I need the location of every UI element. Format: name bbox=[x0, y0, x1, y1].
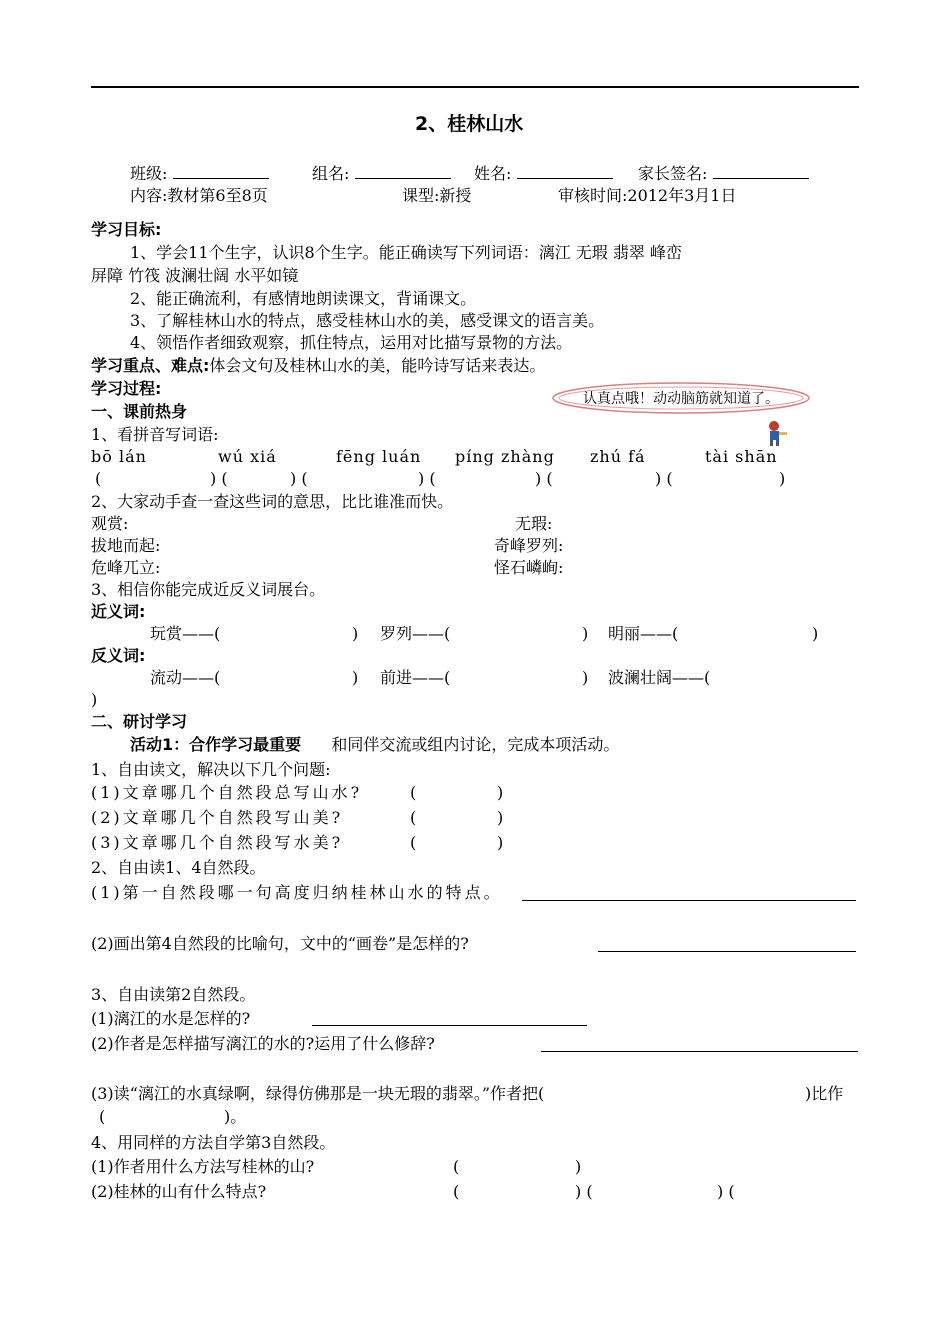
s1-q2-open[interactable]: ( bbox=[410, 808, 417, 827]
pinyin-2: wú xiá bbox=[218, 447, 277, 466]
s3-q2-answer-line[interactable] bbox=[541, 1035, 858, 1052]
goal-1-cont: 屏障 竹筏 波澜壮阔 水平如镜 bbox=[91, 266, 299, 285]
s4-q2-close-2[interactable]: ) ( bbox=[717, 1182, 735, 1201]
synonym-2-close[interactable]: ) bbox=[582, 624, 589, 643]
s3-q3-open[interactable]: ( bbox=[99, 1107, 106, 1126]
s3-q1-answer-line[interactable] bbox=[312, 1009, 587, 1026]
s3-q2: (2)作者是怎样描写漓江的水的?运用了什么修辞? bbox=[91, 1034, 435, 1053]
group-field bbox=[312, 162, 451, 184]
word-weifengwuli: 危峰兀立: bbox=[91, 558, 161, 577]
name-label: 姓名: bbox=[474, 164, 512, 183]
name-field bbox=[474, 162, 613, 184]
word-qifengluolie: 奇峰罗列: bbox=[494, 536, 564, 555]
class-label: 班级: bbox=[130, 164, 168, 183]
pinyin-answer-1-open[interactable]: ( bbox=[95, 469, 102, 488]
antonym-2-close[interactable]: ) bbox=[582, 668, 589, 687]
s2-q1 bbox=[91, 883, 503, 903]
synonym-3: 明丽——( bbox=[608, 624, 679, 643]
s4-q2-close-1[interactable]: ) ( bbox=[575, 1182, 593, 1201]
review-time-info: 审核时间:2012年3月1日 bbox=[558, 186, 737, 205]
word-guanshang: 观赏: bbox=[91, 514, 129, 533]
s4-q2: (2)桂林的山有什么特点? bbox=[91, 1182, 267, 1201]
antonym-3-close[interactable]: ) bbox=[91, 690, 98, 709]
cartoon-figure bbox=[762, 418, 792, 448]
s2-q2: (2)画出第4自然段的比喻句，文中的“画卷”是怎样的? bbox=[91, 934, 469, 953]
content-info: 内容:教材第6至8页 bbox=[130, 186, 268, 205]
top-rule bbox=[91, 86, 859, 88]
antonyms-label: 反义词: bbox=[91, 646, 146, 665]
activity-text: 和同伴交流或组内讨论，完成本项活动。 bbox=[331, 735, 620, 754]
activity-1 bbox=[130, 735, 619, 755]
word-badierqi: 拔地而起: bbox=[91, 536, 161, 555]
name-blank[interactable] bbox=[517, 162, 613, 179]
s3-q1: (1)漓江的水是怎样的? bbox=[91, 1009, 251, 1028]
s2-q1-answer-line[interactable] bbox=[522, 884, 856, 901]
s1-q1-open[interactable]: ( bbox=[410, 783, 417, 802]
pinyin-5: zhú fá bbox=[590, 447, 646, 466]
key-points-label: 学习重点、难点: bbox=[91, 356, 210, 375]
synonyms-label: 近义词: bbox=[91, 602, 146, 621]
pinyin-answer-6-close[interactable]: ) bbox=[779, 469, 786, 488]
section2-s4: 4、用同样的方法自学第3自然段。 bbox=[91, 1133, 336, 1152]
parent-blank[interactable] bbox=[713, 162, 809, 179]
activity-label: 活动1：合作学习最重要 bbox=[130, 735, 302, 754]
s1-q3-open[interactable]: ( bbox=[410, 833, 417, 852]
key-points-text: 体会文句及桂林山水的美，能吟诗写话来表达。 bbox=[209, 356, 546, 375]
synonym-2: 罗列——( bbox=[380, 624, 451, 643]
key-points bbox=[91, 356, 545, 376]
s1-q2-close[interactable]: ) bbox=[497, 808, 504, 827]
goal-2: 2、能正确流利，有感情地朗读课文，背诵课文。 bbox=[130, 289, 477, 308]
pinyin-answer-4-close[interactable]: ) ( bbox=[535, 469, 553, 488]
page-title: 2、桂林山水 bbox=[415, 113, 524, 135]
lesson-type-info: 课型:新授 bbox=[402, 186, 472, 205]
goal-1: 1、学会11个生字，认识8个生字。能正确读写下列词语：漓江 无瑕 翡翠 峰峦 bbox=[130, 243, 682, 262]
group-blank[interactable] bbox=[355, 162, 451, 179]
s1-q2: (2)文章哪几个自然段写山美? bbox=[91, 808, 344, 827]
s1-q1: (1)文章哪几个自然段总写山水? bbox=[91, 783, 363, 802]
section2-s1: 1、自由读文，解决以下几个问题: bbox=[91, 760, 331, 779]
hint-bubble bbox=[550, 380, 812, 416]
antonym-1: 流动——( bbox=[150, 668, 221, 687]
s2-q1-text: (1)第一自然段哪一句高度归纳桂林山水的特点。 bbox=[91, 883, 503, 902]
parent-label: 家长签名: bbox=[638, 164, 708, 183]
word-wuxia: 无瑕: bbox=[515, 514, 553, 533]
antonym-3: 波澜壮阔——( bbox=[608, 668, 711, 687]
pinyin-answer-3-close[interactable]: ) ( bbox=[418, 469, 436, 488]
s1-q3-close[interactable]: ) bbox=[497, 833, 504, 852]
section1-q1: 1、看拼音写词语: bbox=[91, 425, 219, 444]
pinyin-answer-5-close[interactable]: ) ( bbox=[655, 469, 673, 488]
pinyin-answer-1-close[interactable]: ) ( bbox=[210, 469, 228, 488]
s3-q3: (3)读“漓江的水真绿啊，绿得仿佛那是一块无瑕的翡翠。”作者把( bbox=[91, 1084, 545, 1103]
synonym-3-close[interactable]: ) bbox=[812, 624, 819, 643]
s4-q1: (1)作者用什么方法写桂林的山? bbox=[91, 1157, 315, 1176]
section1-q3: 3、相信你能完成近反义词展台。 bbox=[91, 580, 326, 599]
synonym-1: 玩赏——( bbox=[150, 624, 221, 643]
pinyin-6: tài shān bbox=[705, 447, 778, 466]
section2-s2: 2、自由读1、4自然段。 bbox=[91, 858, 266, 877]
group-label: 组名: bbox=[312, 164, 350, 183]
word-guaishilinxun: 怪石嶙峋: bbox=[494, 558, 564, 577]
s2-q2-answer-line[interactable] bbox=[598, 935, 856, 952]
section2-heading: 二、研讨学习 bbox=[91, 712, 188, 731]
s1-q1-close[interactable]: ) bbox=[497, 783, 504, 802]
pinyin-1: bō lán bbox=[91, 447, 147, 466]
cartoon-figure-icon bbox=[762, 418, 792, 448]
goal-4: 4、领悟作者细致观察，抓住特点，运用对比描写景物的方法。 bbox=[130, 333, 573, 352]
s3-q3-close[interactable]: )。 bbox=[224, 1107, 247, 1126]
parent-field bbox=[638, 162, 809, 184]
goals-heading: 学习目标: bbox=[91, 220, 162, 239]
pinyin-3: fēng luán bbox=[336, 447, 422, 466]
s1-q3: (3)文章哪几个自然段写水美? bbox=[91, 833, 344, 852]
section1-q2: 2、大家动手查一查这些词的意思，比比谁准而快。 bbox=[91, 492, 454, 511]
s3-q3-compare: )比作 bbox=[805, 1084, 844, 1103]
s4-q2-open-1[interactable]: ( bbox=[453, 1182, 460, 1201]
goal-3: 3、了解桂林山水的特点，感受桂林山水的美，感受课文的语言美。 bbox=[130, 311, 605, 330]
antonym-2: 前进——( bbox=[380, 668, 451, 687]
s4-q1-close[interactable]: ) bbox=[575, 1157, 582, 1176]
s4-q1-open[interactable]: ( bbox=[453, 1157, 460, 1176]
hint-text: 认真点哦！动动脑筋就知道了。 bbox=[583, 391, 779, 407]
process-heading: 学习过程: bbox=[91, 379, 162, 398]
pinyin-4: píng zhàng bbox=[455, 447, 555, 466]
section2-s3: 3、自由读第2自然段。 bbox=[91, 985, 256, 1004]
class-blank[interactable] bbox=[173, 162, 269, 179]
class-field bbox=[130, 162, 269, 184]
synonym-1-close[interactable]: ) bbox=[352, 624, 359, 643]
pinyin-answer-2-close[interactable]: ) ( bbox=[290, 469, 308, 488]
section1-heading: 一、课前热身 bbox=[91, 402, 188, 421]
antonym-1-close[interactable]: ) bbox=[352, 668, 359, 687]
